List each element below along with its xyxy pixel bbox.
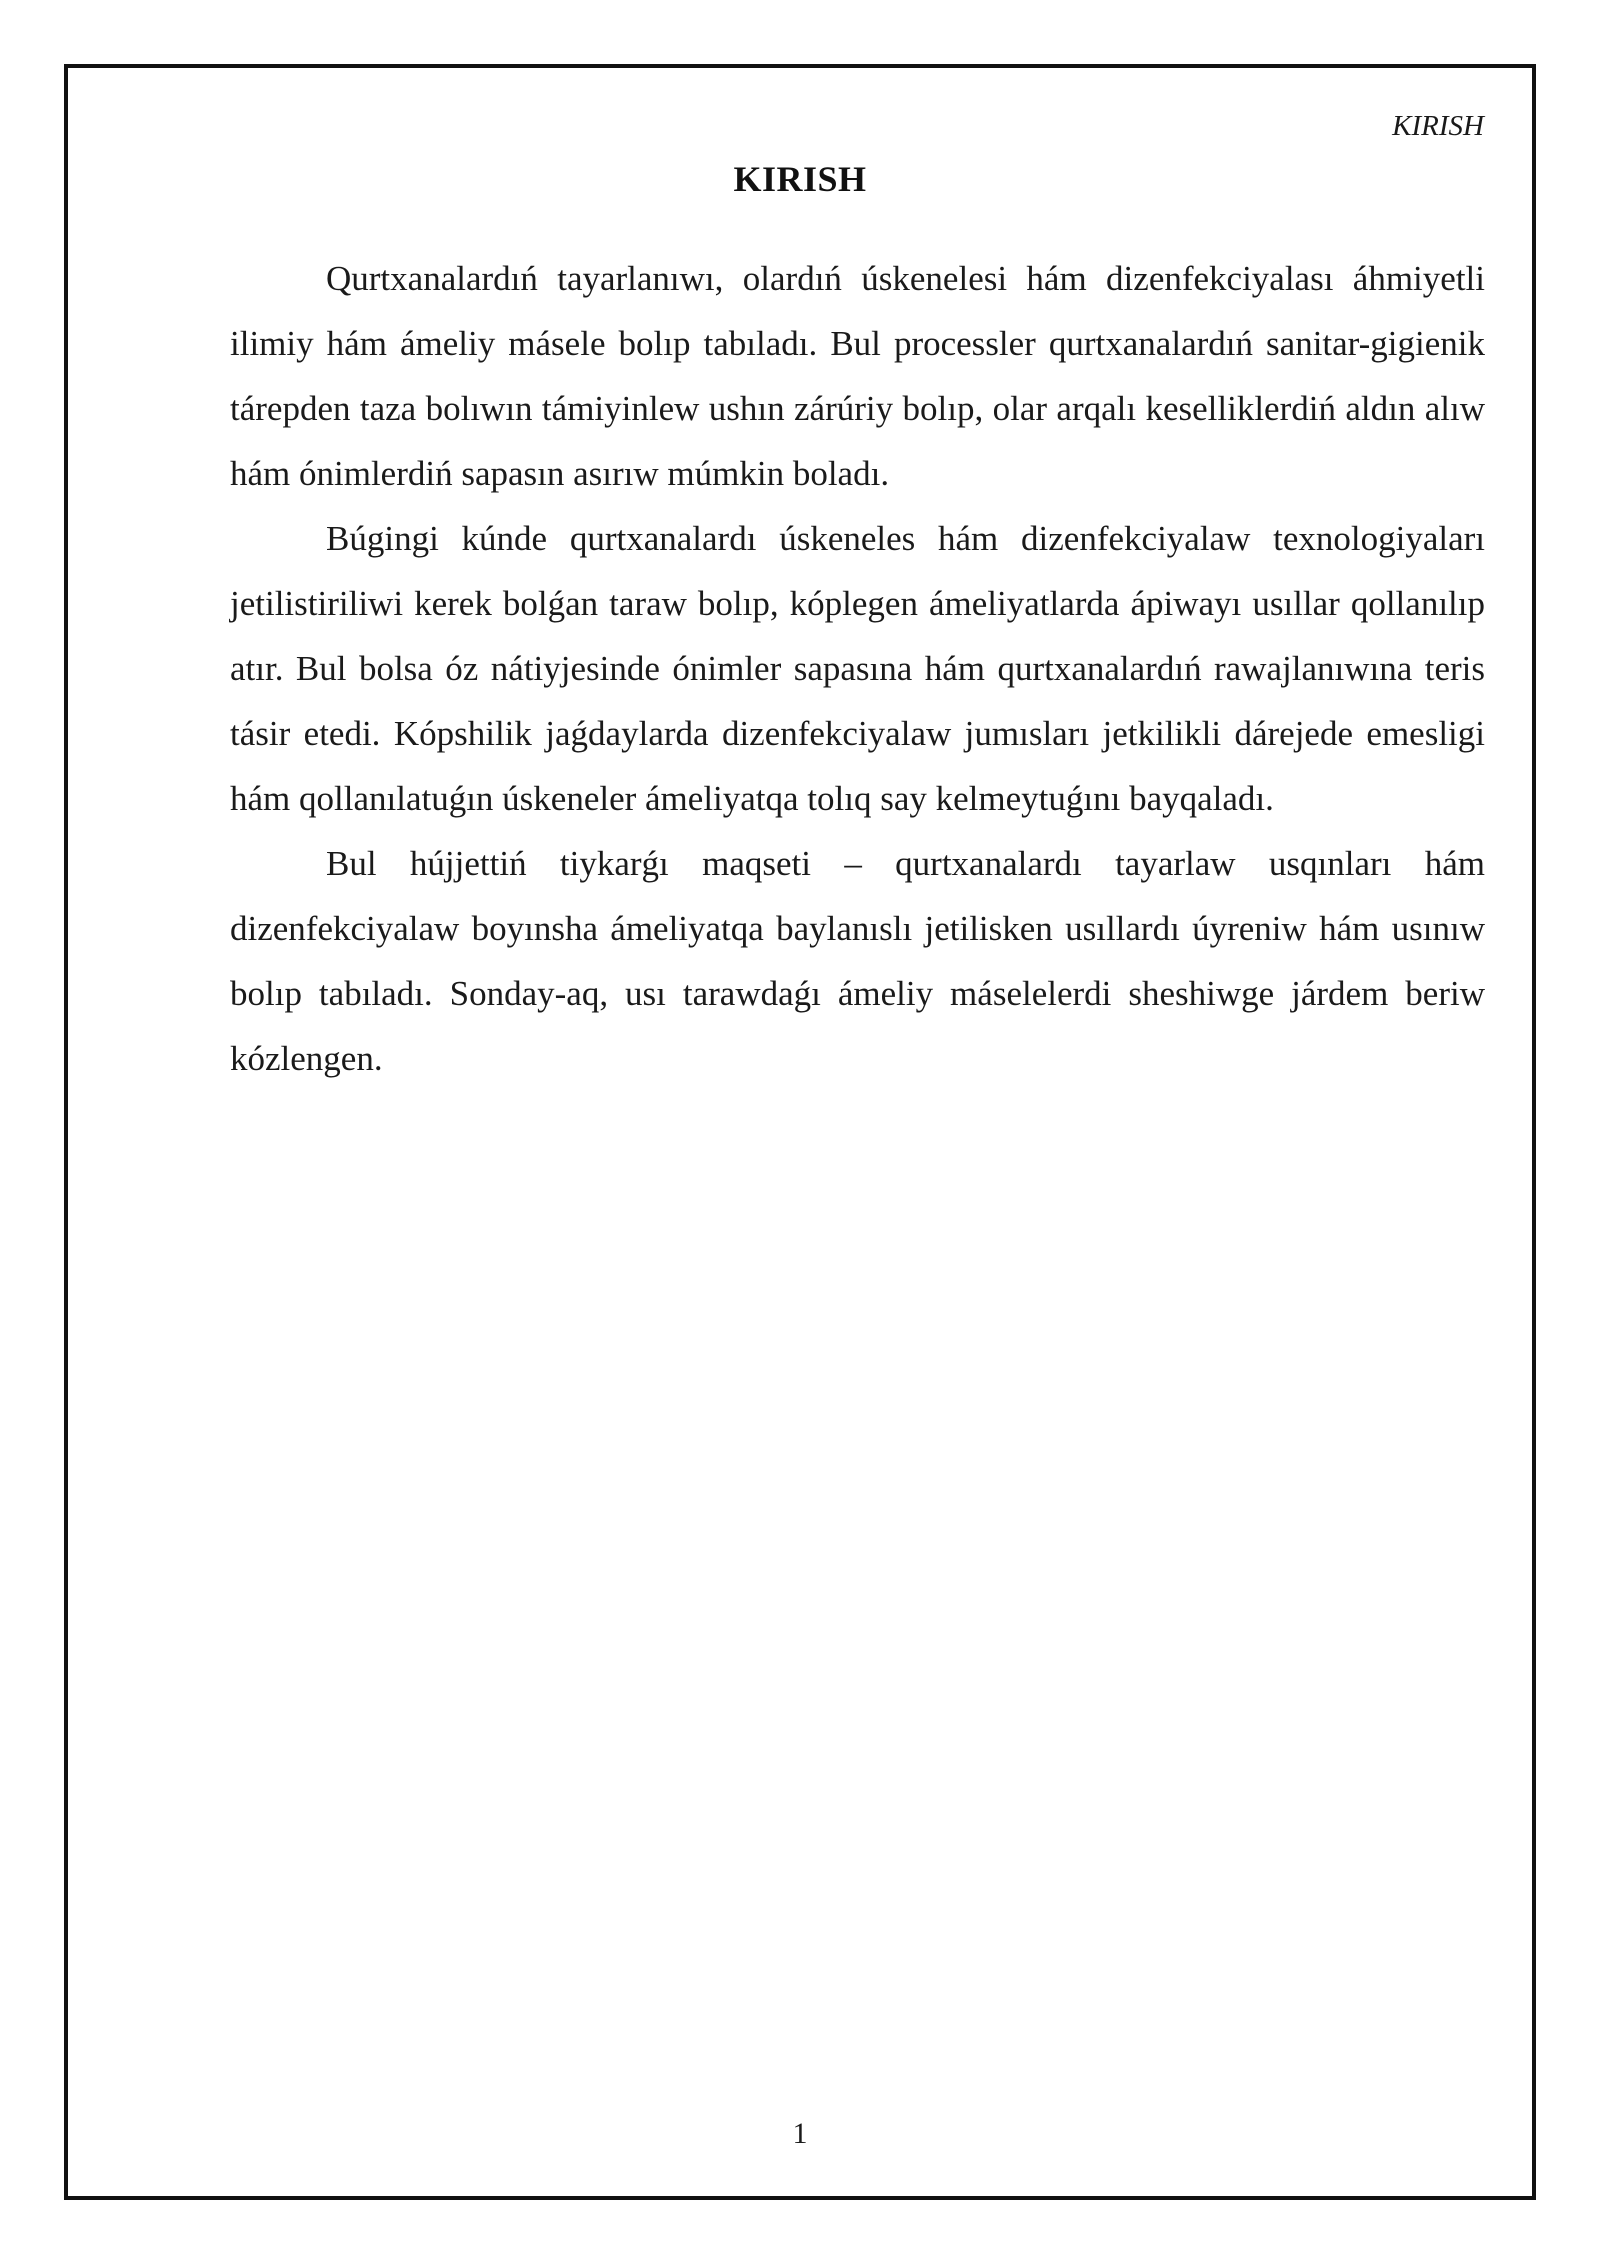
page-frame: [64, 64, 1536, 2200]
section-title: KIRISH: [733, 159, 867, 199]
page-number: 1: [792, 2117, 808, 2150]
running-header: KIRISH: [1392, 110, 1484, 142]
paragraph-3: Bul hújjettiń tiykarǵı maqseti – qurtxanalardı tayarlaw usqınları hám dizenfekciyalaw boyınsha ámeliyatqa baylanıslı jetilisken usıllardı úyreniw hám usınıw bolıp tabıladı. Sonday-aq, usı tarawdaǵı ámeliy máselelerdi sheshiwge járdem beriw kózlengen.: [230, 844, 1485, 1078]
paragraph-1: Qurtxanalardıń tayarlanıwı, olardıń úskenelesi hám dizenfekciyalası áhmiyetli ilimiy hám ámeliy másele bolıp tabıladı. Bul processler qurtxanalardıń sanitar-gigienik tárepden taza bolıwın támiyinlew ushın zárúriy bolıp, olar arqalı keselliklerdiń aldın alıw hám ónimlerdiń sapasın asırıw múmkin boladı.: [230, 259, 1485, 493]
body-text: [230, 246, 1485, 1091]
paragraph-2: Búgingi kúnde qurtxanalardı úskeneles hám dizenfekciyalaw texnologiyaları jetilistiriliwi kerek bolǵan taraw bolıp, kóplegen ámeliyatlarda ápiwayı usıllar qollanılıp atır. Bul bolsa óz nátiyjesinde ónimler sapasına hám qurtxanalardıń rawajlanıwına teris tásir etedi. Kópshilik jaǵdaylarda dizenfekciyalaw jumısları jetkilikli dárejede emesligi hám qollanılatuǵın úskeneler ámeliyatqa tolıq say kelmeytuǵını bayqaladı.: [230, 519, 1485, 818]
